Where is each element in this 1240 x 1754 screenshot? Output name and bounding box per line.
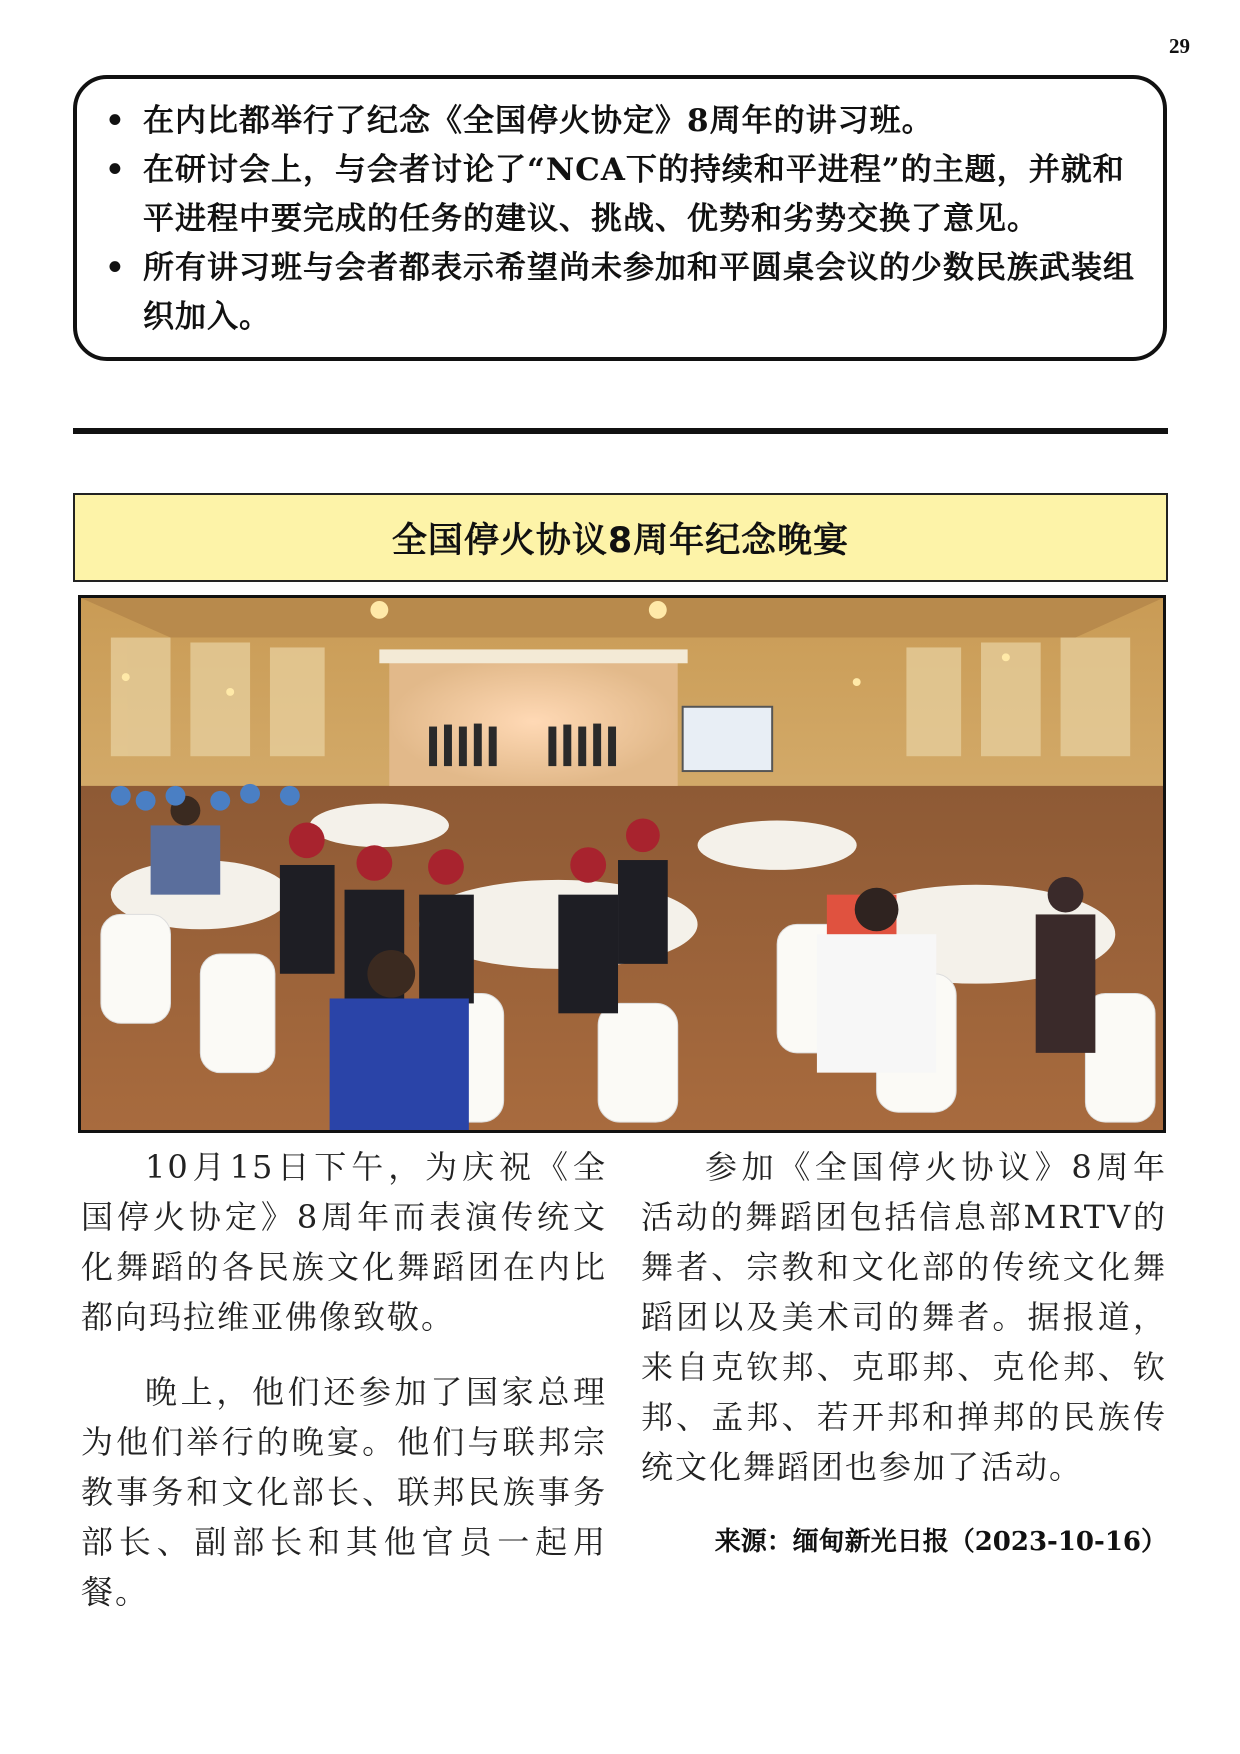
bullet-text: 在研讨会上，与会者讨论了“NCA下的持续和平进程”的主题，并就和平进程中要完成的任务的建议、挑战、优势和劣势交换了意见。 <box>143 152 1125 237</box>
bullet-item <box>93 244 1143 342</box>
bullet-item <box>93 146 1143 244</box>
article-source: 来源：缅甸新光日报（2023-10-16） <box>714 1527 1167 1557</box>
section-divider <box>73 428 1168 434</box>
bullet-icon: • <box>105 152 126 188</box>
bullet-item <box>93 97 1143 146</box>
bullet-text: 在内比都举行了纪念《全国停火协定》8周年的讲习班。 <box>143 103 934 139</box>
page-number: 29 <box>1169 34 1190 58</box>
article-paragraph: 10月15日下午，为庆祝《全国停火协定》8周年而表演传统文化舞蹈的各民族文化舞蹈团在内比都向玛拉维亚佛像致敬。 <box>81 1148 607 1336</box>
bullet-icon: • <box>105 250 126 286</box>
bullet-text: 所有讲习班与会者都表示希望尚未参加和平圆桌会议的少数民族武装组织加入。 <box>143 250 1135 335</box>
article-paragraph: 晚上，他们还参加了国家总理为他们举行的晚宴。他们与联邦宗教事务和文化部长、联邦民族事务部长、副部长和其他官员一起用餐。 <box>81 1373 607 1611</box>
article-paragraph: 参加《全国停火协议》8周年活动的舞蹈团包括信息部MRTV的舞者、宗教和文化部的传统文化舞蹈团以及美术司的舞者。据报道，来自克钦邦、克耶邦、克伦邦、钦邦、孟邦、若开邦和掸邦的民族传统文化舞蹈团也参加了活动。 <box>641 1148 1167 1486</box>
summary-box <box>73 75 1167 361</box>
article-title: 全国停火协议8周年纪念晚宴 <box>73 493 1168 582</box>
article-right-column <box>641 1142 1167 1567</box>
banquet-scene-illustration <box>81 598 1163 1130</box>
banquet-photo <box>78 595 1166 1133</box>
article-left-column <box>81 1142 607 1642</box>
bullet-icon: • <box>105 103 126 139</box>
